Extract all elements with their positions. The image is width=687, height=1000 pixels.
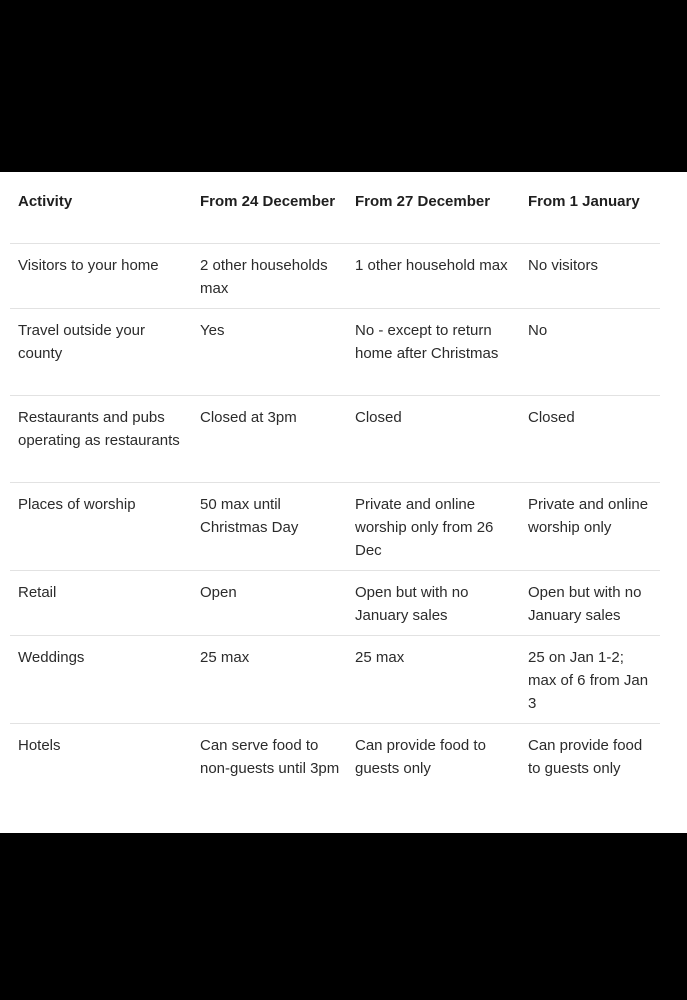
cell-from-27-december: 1 other household max <box>347 243 520 308</box>
column-header-from-1-january: From 1 January <box>520 180 660 243</box>
cell-from-24-december: 2 other households max <box>192 243 347 308</box>
cell-from-24-december: 50 max until Christmas Day <box>192 482 347 570</box>
cell-activity: Hotels <box>18 736 61 754</box>
cell-from-24-december: Can serve food to non-guests until 3pm <box>200 736 340 777</box>
cell-activity: Visitors to your home <box>10 243 192 308</box>
cell-from-27-december: Closed <box>347 395 520 482</box>
cell-from-1-january: Private and online worship only <box>520 482 660 570</box>
cell-from-1-january: 25 on Jan 1-2; max of 6 from Jan 3 <box>520 635 660 723</box>
cell-from-1-january: Closed <box>520 395 660 482</box>
table-row <box>10 570 660 635</box>
column-header-from-24-december: From 24 December <box>192 180 347 243</box>
cell-activity: Retail <box>10 570 192 635</box>
cell-from-24-december: Closed at 3pm <box>192 395 347 482</box>
table-header-row <box>10 180 660 243</box>
table-row <box>10 635 660 723</box>
cell-activity: Places of worship <box>10 482 192 570</box>
cell-activity: Weddings <box>10 635 192 723</box>
table-row <box>10 308 660 395</box>
christmas-rules-table <box>10 180 660 810</box>
cell-from-24-december: 25 max <box>192 635 347 723</box>
column-header-activity: Activity <box>10 180 192 243</box>
cell-from-24-december: Open <box>192 570 347 635</box>
table-panel <box>0 172 687 833</box>
table-row <box>10 482 660 570</box>
cell-from-24-december: Yes <box>192 308 347 395</box>
cell-from-27-december: Can provide food to guests only <box>355 736 486 777</box>
table-row <box>10 395 660 482</box>
cell-from-27-december: Open but with no January sales <box>347 570 520 635</box>
table-row <box>10 243 660 308</box>
cell-from-27-december: Private and online worship only from 26 Dec <box>347 482 520 570</box>
cell-from-27-december: No - except to return home after Christmas <box>347 308 520 395</box>
column-header-from-27-december: From 27 December <box>347 180 520 243</box>
cell-from-1-january: No <box>520 308 660 395</box>
cell-from-1-january: No visitors <box>520 243 660 308</box>
cell-activity: Travel outside your county <box>10 308 192 395</box>
cell-from-1-january: Open but with no January sales <box>520 570 660 635</box>
cell-from-1-january: Can provide food to guests only <box>528 736 643 777</box>
cell-from-27-december: 25 max <box>347 635 520 723</box>
cell-activity: Restaurants and pubs operating as restaurants <box>10 395 192 482</box>
table-row <box>10 723 660 810</box>
